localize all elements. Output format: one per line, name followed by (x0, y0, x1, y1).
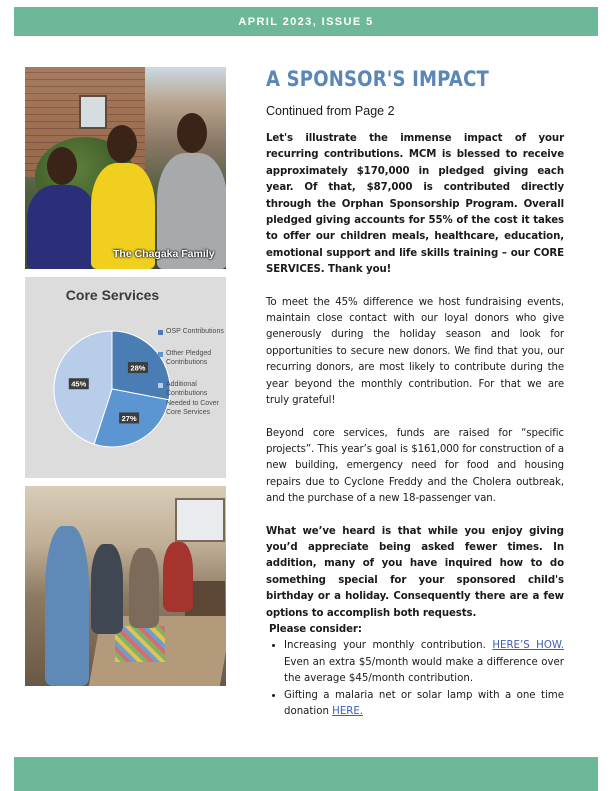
core-services-chart (25, 277, 226, 478)
house-window (79, 95, 107, 129)
child-2 (91, 544, 123, 634)
options-list (266, 638, 564, 720)
issue-label: APRIL 2023, ISSUE 5 (238, 15, 374, 28)
chart-legend (158, 327, 226, 430)
legend-label: Other Pledged Contributions (166, 349, 212, 366)
paragraph-4-text: What we’ve heard is that while you enjoy giving you’d appreciate being asked fewer times. In addition, many of you have inquired how to do something special for your sponsored child's birthday or a holiday. Consequently there are a few options to accomplish both requests. (266, 525, 564, 619)
bullet-1-more: Even an extra $5/month would make a difference over the average $45/month contribution. (284, 656, 564, 685)
family-photo-caption: The Chagaka Family (113, 248, 215, 260)
person-left-head (47, 147, 77, 185)
classroom-window (175, 498, 225, 542)
legend-item-1 (158, 327, 226, 337)
person-right-head (177, 113, 207, 153)
paragraph-3: Beyond core services, funds are raised for “specific projects”. This year’s goal is $161,000 for construction of a new building, emergency need for food and housing repairs due to Cyclone Freddy and the Cholera outbreak, and the purchase of a new 18-passenger van. (266, 427, 564, 505)
person-left (27, 185, 97, 269)
legend-swatch (158, 330, 163, 335)
child-3 (129, 548, 159, 628)
continued-note: Continued from Page 2 (266, 104, 395, 118)
bullet-1-text: Increasing your monthly contribution. (284, 640, 493, 652)
pie-data-label-2: 27% (121, 413, 137, 423)
legend-swatch (158, 352, 163, 357)
bullet-2-text: Gifting a malaria net or solar lamp with a one time donation (284, 689, 564, 717)
children-photo (25, 486, 226, 686)
legend-swatch (158, 383, 163, 388)
left-column (25, 67, 226, 686)
pie-data-label-1: 28% (130, 363, 146, 373)
family-photo (25, 67, 226, 269)
please-consider: Please consider: (269, 623, 362, 635)
article-title: A SPONSOR'S IMPACT (266, 67, 489, 91)
heres-how-link[interactable]: HERE’S HOW. (492, 640, 564, 652)
child-4 (163, 542, 193, 612)
child-1 (45, 526, 89, 686)
here-link[interactable]: HERE. (332, 706, 364, 717)
pie-data-label-3: 45% (71, 379, 87, 389)
paragraph-2: To meet the 45% difference we host fundraising events, maintain close contact with our loyal donors who give generously during the holiday season and look for opportunities to secure new donors. We find that you, our recurring donors, are most likely to contribute during the year beyond the monthly contribution. For that we are truly grateful! (266, 296, 564, 407)
legend-item-3 (158, 380, 226, 418)
legend-item-2 (158, 349, 226, 368)
footer-bar (14, 757, 598, 791)
paragraph-4 (266, 524, 564, 639)
legend-label: OSP Contributions (166, 328, 224, 335)
legend-label: Additional Contributions Needed to Cover Core Services (166, 380, 219, 416)
colorful-artwork (115, 626, 165, 662)
list-item (284, 638, 564, 687)
chart-title: Core Services (65, 287, 160, 303)
article (266, 67, 564, 720)
paragraph-1: Let's illustrate the immense impact of your recurring contributions. MCM is blessed to receive approximately $170,000 in pledged giving each year. Of that, $87,000 is contributed directly through the Orphan Sponsorship Program. Overall pledged giving accounts for 55% of the cost it takes to offer our children meals, healthcare, education, emotional support and life skills training – our CORE SERVICES. Thank you! (266, 133, 564, 276)
list-item (284, 688, 564, 721)
person-middle-head (107, 125, 137, 163)
header-bar (14, 7, 598, 36)
